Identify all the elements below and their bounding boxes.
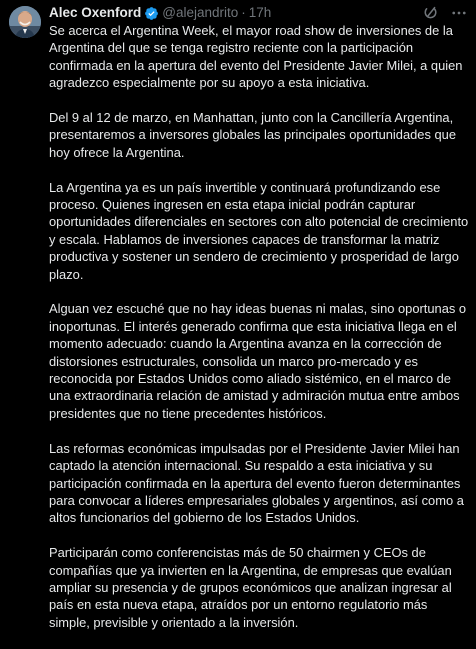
author-handle[interactable]: @alejandrito — [162, 5, 239, 20]
tweet-paragraph: Participarán como conferencistas más de 50 chairmen y CEOs de compañías que ya invierten en la Argentina, de empresas que evalúan ampliar su presencia y de grupos económicos que analizan ingresar al país en esta nueva etapa, atraídos por un entorno regulatorio más simple, previsible y orientado a la inversión. — [49, 545, 452, 630]
avatar[interactable] — [9, 6, 41, 38]
tweet-paragraph: La Argentina ya es un país invertible y continuará profundizando ese proceso. Quienes ingresen en esta etapa inicial podrán capturar oportunidades diferenciales en sectores con alto potencial de crecimiento y escala. Hablamos de inversiones capaces de transformar la matriz productiva y sostener un sendero de crecimiento y prosperidad de largo plazo. — [49, 179, 469, 282]
separator-dot: · — [241, 5, 246, 20]
tweet-paragraph: Del 9 al 12 de marzo, en Manhattan, junto con la Cancillería Argentina, presentaremos a inversores globales las principales oportunidades que hoy ofrece la Argentina. — [49, 110, 457, 160]
timestamp[interactable]: 17h — [248, 5, 272, 20]
author-name[interactable]: Alec Oxenford — [49, 5, 142, 20]
tweet-text — [49, 22, 469, 649]
tweet-paragraph: Se acerca el Argentina Week, el mayor road show de inversiones de la Argentina del que se tenga registro reciente con la participación confirmada en la apertura del evento del Presidente Javier Milei, a quien agradezco especialmente por su apoyo a esta iniciativa. — [49, 23, 463, 91]
verified-badge-icon — [144, 6, 159, 21]
more-icon[interactable] — [450, 4, 468, 22]
tweet-header — [49, 3, 468, 23]
tweet-paragraph: Las reformas económicas impulsadas por el Presidente Javier Milei han captado la atención internacional. Su respaldo a esta iniciativa y su participación confirmada en la apertura del evento fueron determinantes para convocar a líderes empresariales globales y argentinos, así como a altos funcionarios del gobierno de los Estados Unidos. — [49, 440, 464, 526]
grok-icon[interactable] — [422, 4, 440, 22]
avatar-photo — [9, 6, 41, 38]
tweet-paragraph: Alguan vez escuché que no hay ideas buenas ni malas, sino oportunas o inoportunas. El interés generado confirma que esta iniciativa llega en el momento adecuado: cuando la Argentina avanza en la corrección de distorsiones estructurales, consolida un marco pro-mercado y es reconocida por Estados Unidos como aliado sistémico, en el marco de una extraordinaria relación de amistad y admiración mutua entre ambos presidentes que no tiene precedentes históricos. — [49, 301, 467, 421]
